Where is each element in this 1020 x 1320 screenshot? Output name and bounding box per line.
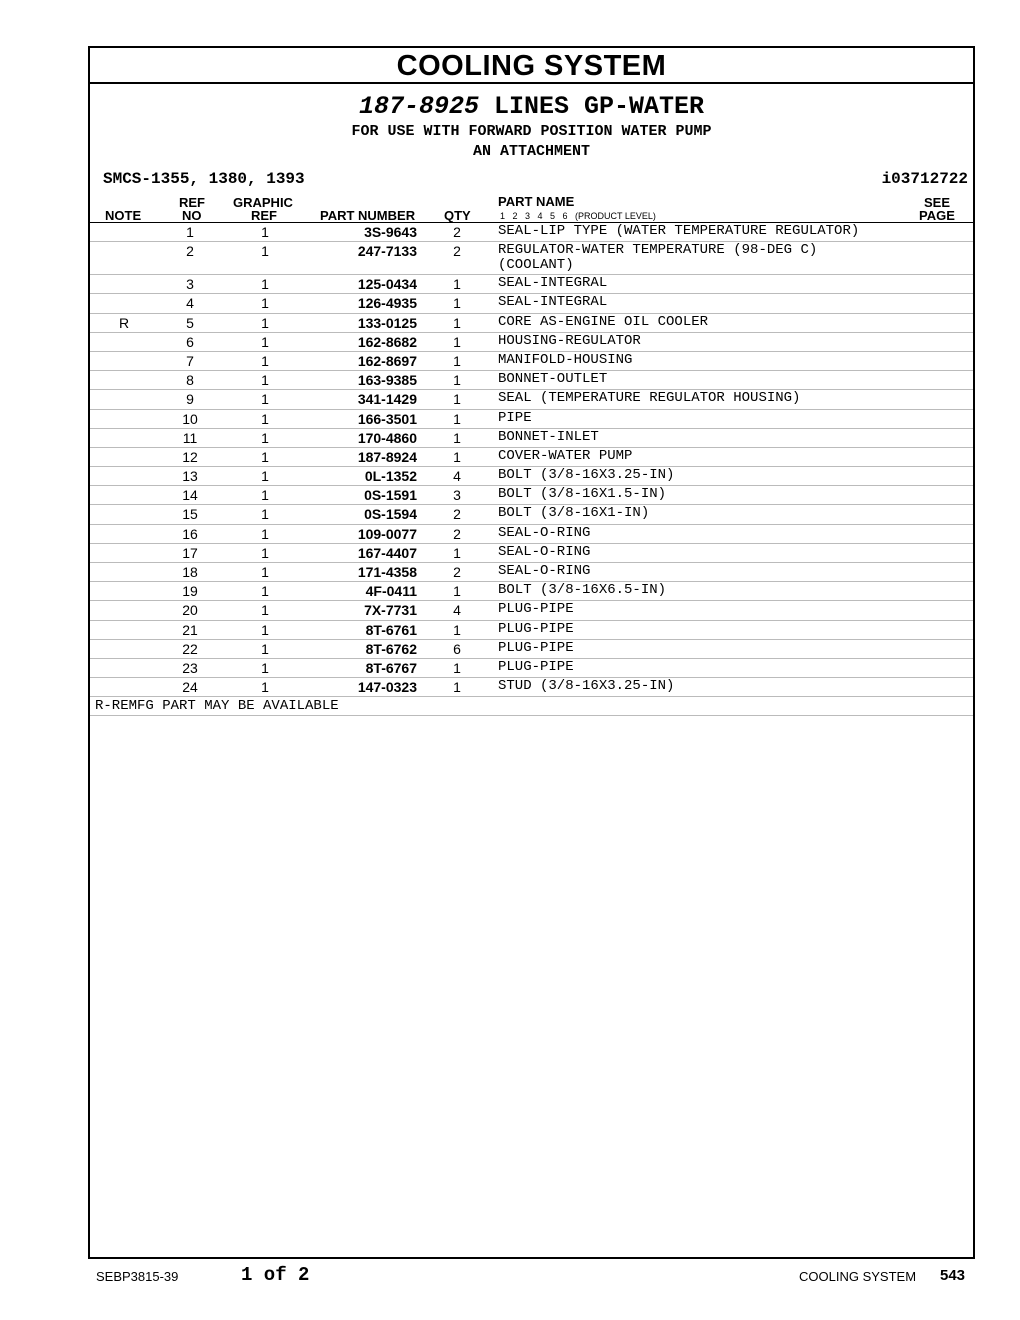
row-graphic-ref: 1 [261,410,269,427]
row-graphic-ref: 1 [261,583,269,600]
remfg-note [90,697,973,716]
row-part-name: SEAL-INTEGRAL [498,275,608,292]
row-part-name: SEAL-O-RING [498,563,591,579]
row-qty: 6 [453,640,461,657]
row-qty: 1 [453,372,461,389]
row-graphic-ref: 1 [261,372,269,389]
subtitle-line-2: AN ATTACHMENT [472,143,591,160]
row-ref-no: 15 [182,506,198,523]
row-part-number: 247-7133 [357,243,417,260]
header-graphic-top: GRAPHIC [233,195,293,210]
table-row [90,333,973,352]
row-qty: 1 [453,621,461,638]
row-ref-no: 18 [182,564,198,580]
row-qty: 2 [453,506,461,523]
row-part-name: SEAL (TEMPERATURE REGULATOR HOUSING) [498,390,801,407]
row-part-number: 3S-9643 [364,224,417,240]
row-graphic-ref: 1 [261,295,269,312]
row-part-number: 147-0323 [357,679,417,696]
row-qty: 1 [453,314,461,331]
row-ref-no: 23 [182,659,198,676]
row-ref-no: 21 [182,621,198,638]
row-graphic-ref: 1 [261,640,269,657]
row-part-name: PLUG-PIPE [498,639,574,656]
row-qty: 3 [453,487,461,504]
row-ref-no: 3 [186,276,194,293]
row-graphic-ref: 1 [261,679,269,696]
subtitle-line-1: FOR USE WITH FORWARD POSITION WATER PUMP [351,123,712,140]
row-graphic-ref: 1 [261,448,269,465]
row-graphic-ref: 1 [261,224,269,240]
section-title: COOLING SYSTEM [90,48,973,84]
table-row [90,601,973,620]
row-part-name: PLUG-PIPE [498,601,574,618]
row-part-number: 163-9385 [357,372,417,389]
smcs-codes: SMCS-1355, 1380, 1393 [103,170,305,188]
row-ref-no: 13 [182,468,198,485]
row-part-number: 171-4358 [357,564,417,580]
row-graphic-ref: 1 [261,314,269,331]
table-row [90,410,973,429]
row-qty: 4 [453,602,461,619]
row-ref-no: 14 [182,487,198,504]
table-row [90,582,973,601]
row-part-number: 8T-6761 [365,621,417,638]
row-ref-no: 9 [186,391,194,408]
group-title [90,92,973,122]
table-row [90,563,973,582]
ident-code: i03712722 [881,170,968,188]
header-ref-bottom: NO [182,208,202,223]
table-row [90,659,973,678]
row-graphic-ref: 1 [261,525,269,542]
header-product-levels: 1 2 3 4 5 6 (PRODUCT LEVEL) [500,211,656,221]
row-qty: 1 [453,583,461,600]
table-row [90,223,973,242]
row-part-name: CORE AS-ENGINE OIL COOLER [498,313,709,330]
row-part-name: PLUG-PIPE [498,620,574,637]
row-part-number: 162-8697 [357,352,417,369]
header-qty: QTY [444,208,471,223]
row-note: R [118,314,130,331]
row-part-number: 0S-1591 [364,487,417,504]
row-qty: 2 [453,564,461,580]
row-ref-no: 22 [182,640,198,657]
table-row [90,429,973,448]
row-qty: 2 [453,243,461,260]
header-ref-top: REF [179,195,205,210]
row-graphic-ref: 1 [261,429,269,446]
row-part-number: 125-0434 [357,276,417,293]
remfg-note-text: R-REMFG PART MAY BE AVAILABLE [95,698,339,715]
row-part-name: BOLT (3/8-16X6.5-IN) [498,582,667,599]
row-part-name: BONNET-OUTLET [498,371,608,388]
row-graphic-ref: 1 [261,333,269,350]
row-ref-no: 4 [186,295,194,312]
row-part-name: SEAL-O-RING [498,524,591,541]
row-ref-no: 10 [182,410,198,427]
row-part-name: BOLT (3/8-16X1.5-IN) [498,486,667,503]
row-qty: 1 [453,410,461,427]
row-part-number: 8T-6762 [365,640,417,657]
row-part-number: 0S-1594 [364,506,417,523]
table-row [90,678,973,697]
row-qty: 1 [453,544,461,561]
row-ref-no: 1 [186,224,194,240]
row-graphic-ref: 1 [261,391,269,408]
smcs-row [90,170,973,192]
footer-doc-id: SEBP3815-39 [96,1269,179,1284]
row-ref-no: 24 [182,679,198,696]
page-footer [0,1264,1020,1288]
table-row [90,486,973,505]
row-part-name: BOLT (3/8-16X3.25-IN) [498,467,675,484]
table-header [90,192,973,223]
row-part-number: 162-8682 [357,333,417,350]
row-part-number: 170-4860 [357,429,417,446]
row-part-name: PLUG-PIPE [498,658,574,675]
footer-page-of: 1 of 2 [241,1264,310,1286]
row-part-name: SEAL-O-RING [498,543,591,560]
table-row [90,505,973,524]
row-graphic-ref: 1 [261,487,269,504]
row-ref-no: 5 [186,314,194,331]
table-row [90,390,973,409]
row-qty: 1 [453,391,461,408]
row-part-number: 8T-6767 [365,659,417,676]
row-graphic-ref: 1 [261,468,269,485]
parts-frame [88,46,975,1259]
row-part-number: 109-0077 [357,525,417,542]
row-part-name: REGULATOR-WATER TEMPERATURE (98-DEG C) (COOLANT) [498,242,818,274]
row-ref-no: 12 [182,448,198,465]
row-qty: 1 [453,429,461,446]
row-qty: 4 [453,468,461,485]
row-qty: 1 [453,448,461,465]
table-row [90,621,973,640]
row-ref-no: 8 [186,372,194,389]
row-part-name: BOLT (3/8-16X1-IN) [498,505,650,522]
row-ref-no: 6 [186,333,194,350]
row-part-number: 126-4935 [357,295,417,312]
row-graphic-ref: 1 [261,544,269,561]
row-part-name: SEAL-LIP TYPE (WATER TEMPERATURE REGULATOR) [498,223,860,239]
row-part-name: STUD (3/8-16X3.25-IN) [498,678,675,695]
header-note: NOTE [105,208,142,223]
row-part-name: HOUSING-REGULATOR [498,332,641,349]
row-qty: 1 [453,679,461,696]
table-row [90,544,973,563]
row-ref-no: 11 [182,429,198,446]
header-see-top: SEE [924,195,951,210]
row-ref-no: 7 [186,352,194,369]
table-row [90,448,973,467]
row-graphic-ref: 1 [261,602,269,619]
row-graphic-ref: 1 [261,564,269,580]
row-part-name: SEAL-INTEGRAL [498,294,608,311]
row-graphic-ref: 1 [261,243,269,260]
row-part-number: 133-0125 [357,314,417,331]
parts-rows [90,223,973,697]
row-qty: 1 [453,352,461,369]
row-part-number: 7X-7731 [364,602,417,619]
row-part-name: MANIFOLD-HOUSING [498,351,633,368]
header-see-bottom: PAGE [919,208,955,223]
header-graphic-bottom: REF [251,208,277,223]
row-ref-no: 20 [182,602,198,619]
row-ref-no: 19 [182,583,198,600]
row-qty: 1 [453,659,461,676]
header-part-name: PART NAME [498,194,575,209]
table-row [90,352,973,371]
row-part-name: PIPE [498,409,532,426]
row-part-number: 166-3501 [357,410,417,427]
row-part-number: 167-4407 [357,544,417,561]
row-part-name: BONNET-INLET [498,428,599,445]
group-number: 187-8925 [358,92,479,121]
table-row [90,275,973,294]
row-ref-no: 2 [186,243,194,260]
table-row [90,294,973,313]
row-part-number: 341-1429 [357,391,417,408]
row-graphic-ref: 1 [261,621,269,638]
row-qty: 1 [453,276,461,293]
row-graphic-ref: 1 [261,276,269,293]
table-row [90,314,973,333]
row-qty: 1 [453,295,461,312]
row-ref-no: 16 [182,525,198,542]
group-name: LINES GP-WATER [494,92,705,121]
table-row [90,467,973,486]
row-qty: 2 [453,224,461,240]
row-qty: 1 [453,333,461,350]
table-row [90,640,973,659]
footer-page-number: 543 [940,1267,966,1284]
row-part-name: COVER-WATER PUMP [498,447,633,464]
table-row [90,371,973,390]
row-part-number: 187-8924 [357,448,417,465]
row-ref-no: 17 [182,544,198,561]
row-graphic-ref: 1 [261,659,269,676]
table-row [90,525,973,544]
row-part-number: 0L-1352 [364,468,417,485]
header-part-number: PART NUMBER [320,208,416,223]
row-graphic-ref: 1 [261,506,269,523]
footer-section: COOLING SYSTEM [799,1269,917,1284]
table-row [90,242,973,275]
row-graphic-ref: 1 [261,352,269,369]
row-qty: 2 [453,525,461,542]
row-part-number: 4F-0411 [365,583,417,600]
